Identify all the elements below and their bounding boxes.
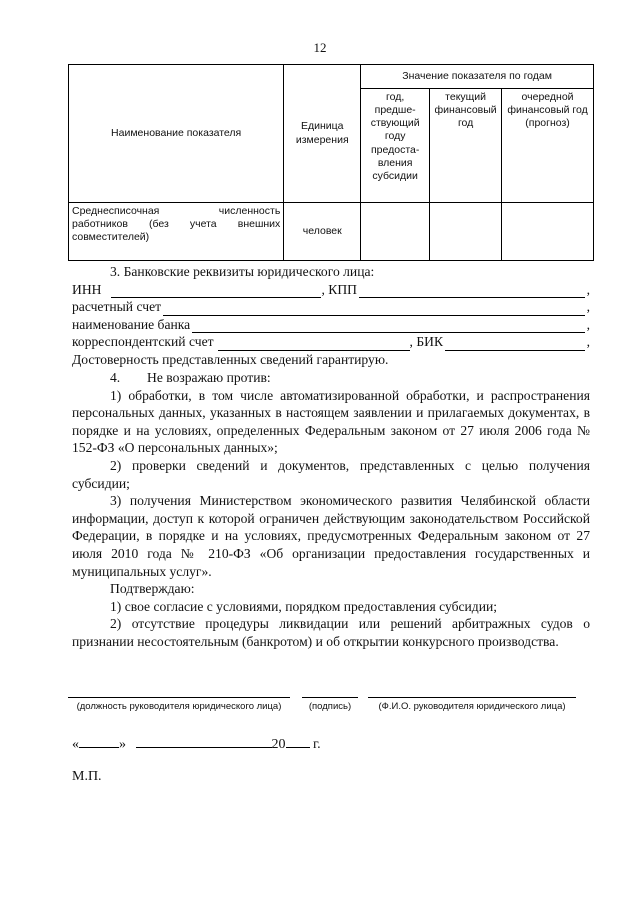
- date-year-prefix: 20: [271, 737, 286, 752]
- date-year-field[interactable]: [286, 734, 310, 748]
- date-day-field[interactable]: [79, 734, 119, 748]
- bik-label: , БИК: [409, 334, 444, 350]
- account-label: расчетный счет: [72, 299, 162, 315]
- bik-field[interactable]: [445, 337, 585, 351]
- comma: ,: [586, 316, 590, 332]
- date-line: [72, 734, 321, 753]
- bank-name-label: наименование банка: [72, 316, 191, 332]
- kpp-field[interactable]: [359, 284, 585, 298]
- confirm-title: Подтверждаю:: [110, 581, 195, 597]
- page-number: 12: [313, 40, 327, 55]
- cell-next-year[interactable]: [502, 203, 594, 261]
- section3-title: 3. Банковские реквизиты юридического лица:: [110, 264, 375, 279]
- corr-account-label: корреспондентский счет: [72, 334, 214, 350]
- fio-signature-line[interactable]: (Ф.И.О. руководителя юридического лица): [368, 697, 576, 712]
- date-year-suffix: г.: [313, 737, 321, 752]
- header-current-year: текущий финансовый год: [430, 89, 502, 203]
- account-field[interactable]: [163, 302, 585, 316]
- header-indicator-name: Наименование показателя: [69, 65, 284, 203]
- bank-details-section: [72, 263, 590, 369]
- bank-name-field[interactable]: [192, 319, 584, 333]
- inn-label: ИНН: [72, 281, 102, 297]
- consent-item-1: 1) обработки, в том числе автоматизированной обработки, и распространения персональных данных, указанных в настоящем заявлении и прилагаемых документах, в порядке и на условиях, определенных Федеральным законом от 27 июля 2006 года № 152-ФЗ «О персональных данных»;: [72, 387, 590, 456]
- bank-name-line: [72, 316, 590, 334]
- consent-item-3: 3) получения Министерством экономического развития Челябинской области информации, доступ к которой ограничен действующим законодательством Российской Федерации, в порядке и на условиях, предусмотренных Федеральным законом от 27 июля 2010 года № 210-ФЗ «Об организации предоставления государственных и муниципальных услуг».: [72, 493, 590, 579]
- cell-current-year[interactable]: [430, 203, 502, 261]
- kpp-label: , КПП: [321, 281, 357, 297]
- inn-field[interactable]: [111, 284, 321, 298]
- confirm-item-1: 1) свое согласие с условиями, порядком предоставления субсидии;: [110, 598, 498, 614]
- corr-account-field[interactable]: [218, 337, 410, 351]
- date-month-field[interactable]: [136, 734, 272, 748]
- header-values-by-year: Значение показателя по годам: [361, 65, 594, 89]
- header-unit: Единица измерения: [284, 65, 361, 203]
- position-signature-line[interactable]: (должность руководителя юридического лица): [68, 697, 290, 712]
- header-next-year: очередной финансовый год (прогноз): [502, 89, 594, 203]
- row-indicator-name: Среднесписочная численность работников (без учета внешних совместителей): [69, 203, 284, 261]
- signature-line[interactable]: (подпись): [302, 697, 358, 712]
- comma: ,: [586, 299, 590, 315]
- section4-number: 4.: [110, 370, 121, 385]
- confirm-item-2: 2) отсутствие процедуры ликвидации или решений арбитражных судов о признании несостоятельным (банкротом) и об открытии конкурсного производства.: [72, 616, 590, 649]
- stamp-place: М.П.: [72, 769, 102, 784]
- corr-bik-line: [72, 333, 590, 351]
- row-unit: человек: [284, 203, 361, 261]
- section4-title-text: Не возражаю против:: [147, 370, 271, 385]
- consent-section: [72, 369, 590, 651]
- guarantee-text: Достоверность представленных сведений гарантирую.: [72, 351, 389, 367]
- account-line: [72, 298, 590, 316]
- header-previous-year: год, предше-ствующий году предоста-вления субсидии: [361, 89, 430, 203]
- comma: ,: [586, 334, 590, 350]
- date-close-quote: »: [119, 737, 126, 752]
- comma: ,: [586, 281, 590, 297]
- consent-item-2: 2) проверки сведений и документов, представленных с целью получения субсидии;: [72, 457, 590, 491]
- indicator-table: [68, 64, 594, 261]
- date-open-quote: «: [72, 737, 79, 752]
- cell-previous-year[interactable]: [361, 203, 430, 261]
- section4-title: [72, 369, 590, 387]
- inn-kpp-line: [72, 281, 590, 299]
